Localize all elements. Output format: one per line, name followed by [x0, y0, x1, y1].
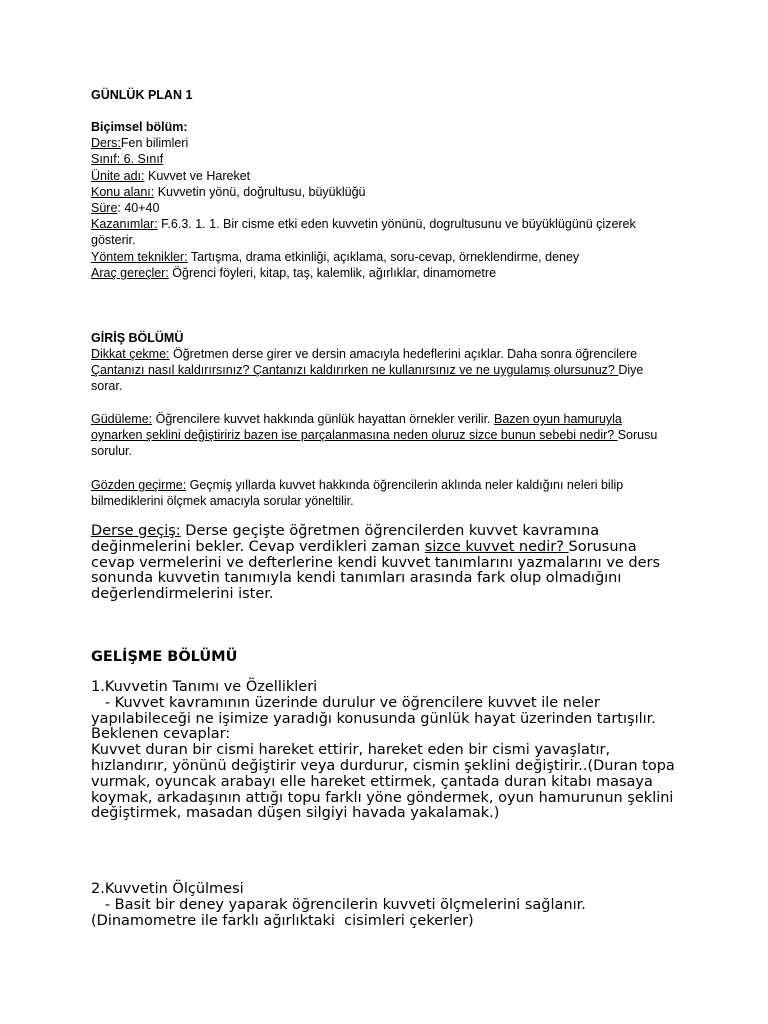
section-1-title: 1.Kuvvetin Tanımı ve Özellikleri [91, 679, 318, 695]
row-sinif: Sınıf: 6. Sınıf [91, 152, 164, 167]
section-2-title: 2.Kuvvetin Ölçülmesi [91, 881, 244, 897]
gelisme-heading: GELİŞME BÖLÜMÜ [91, 649, 238, 665]
gecis-paragraph: Derse geçiş: Derse geçişte öğretmen öğrencilerden kuvvet kavramına değinmelerini bekler. Cevap verdikleri zaman sizce kuvvet nedir? Sorusuna cevap vermelerini ve defterlerine kendi kuvvet tanımlarını yazmalarını ve ders sonunda kuvvetin tanımıyla kendi tanımları arasında fark olup olmadığını değerlendirmelerini ister. [91, 523, 661, 603]
dikkat-paragraph: Dikkat çekme: Öğretmen derse girer ve dersin amacıyla hedeflerini açıklar. Daha sonra öğrencilere Çantanızı nasıl kaldırırsınız? Çantanızı kaldırırken ne kullanırsınız ve ne uygulamış olursunuz? Diye sorar. [91, 347, 644, 394]
gozden-paragraph: Gözden geçirme: Geçmiş yıllarda kuvvet hakkında öğrencilerin aklında neler kaldığını neleri bilip bilmediklerini ölçmek amacıyla sorular yöneltilir. [91, 478, 624, 509]
row-kazanimlar: Kazanımlar: F.6.3. 1. 1. Bir cisme etki eden kuvvetin yönünü, dogrultusunu ve büyüklügünü çizerek gösterir. [91, 217, 636, 248]
bicimsel-heading: Biçimsel bölüm: [91, 120, 188, 134]
bicimsel-section [91, 119, 728, 281]
row-konu: Konu alanı: Kuvvetin yönü, doğrultusu, büyüklüğü [91, 184, 366, 199]
section-2-note: (Dinamometre ile farklı ağırlıktaki cisimleri çekerler) [91, 912, 474, 929]
plan-title: GÜNLÜK PLAN 1 [91, 88, 193, 102]
row-yontem: Yöntem teknikler: Tartışma, drama etkinliği, açıklama, soru-cevap, örneklendirme, deney [91, 249, 580, 264]
section-1 [91, 680, 681, 822]
section-1-answers-label: Beklenen cevaplar: [91, 726, 231, 743]
row-unite: Ünite adı: Kuvvet ve Hareket [91, 168, 251, 183]
row-ders: Ders:Fen bilimleri [91, 136, 189, 151]
row-sure: Süre: 40+40 [91, 201, 160, 216]
row-arac: Araç gereçler: Öğrenci föyleri, kitap, taş, kalemlik, ağırlıklar, dinamometre [91, 265, 497, 280]
section-1-bullet: - Kuvvet kavramının üzerinde durulur ve öğrencilere kuvvet ile neler yapılabileceği ne işimize yaradığı konusunda günlük hayat üzerinden tartışılır. [91, 694, 656, 727]
section-2-bullet: - Basit bir deney yaparak öğrencilerin kuvveti ölçmelerini sağlanır. [91, 896, 586, 913]
giris-heading: GİRİŞ BÖLÜMÜ [91, 331, 184, 345]
guduleme-paragraph: Güdüleme: Öğrencilere kuvvet hakkında günlük hayattan örnekler verilir. Bazen oyun hamuruyla oynarken şeklini değiştiririz bazen ise parçalanmasına neden oluruz sizce bunun sebebi nedir? Sorusu sorulur. [91, 412, 658, 459]
section-2 [91, 882, 681, 929]
section-1-answers: Kuvvet duran bir cismi hareket ettirir, hareket eden bir cismi yavaşlatır, hızlandırır, yönünü değiştirir veya durdurur, cismin şeklini değiştirir..(Duran topa vurmak, oyuncak arabayı elle hareket ettirmek, çantada duran kitabı masaya koymak, arkadaşının attığı topu farklı yöne göndermek, oyun hamurunun şeklini değiştirmek, masadan düşen silgiyi havada yakalamak.) [91, 742, 675, 822]
